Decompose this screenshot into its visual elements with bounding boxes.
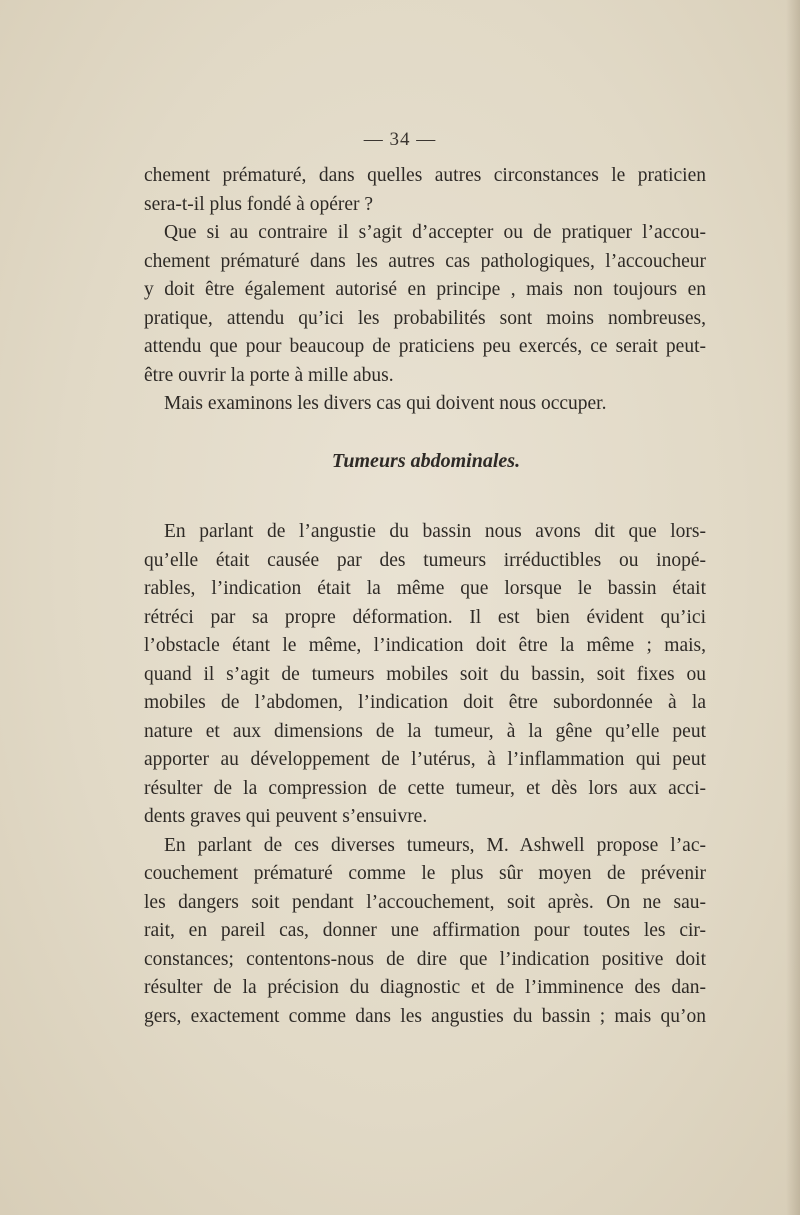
text-line: y doit être également autorisé en principe , mais non toujours en [144,279,706,300]
text-line: Mais examinons les divers cas qui doivent nous occuper. [164,393,607,414]
text-line: sera-t-il plus fondé à opérer ? [144,193,374,215]
text-line: En parlant de ces diverses tumeurs, M. Ashwell propose l’ac- [164,834,706,856]
page-number: — 34 — [363,129,437,150]
text-line: pratique, attendu qu’ici les probabilités sont moins nombreuses, [144,307,706,329]
text-block-top [144,162,706,419]
text-line: quand il s’agit de tumeurs mobiles soit du bassin, soit fixes ou [144,663,706,685]
text-line: résulter de la compression de cette tumeur, et dès lors aux acci- [144,777,706,799]
text-line: chement prématuré dans les autres cas pathologiques, l’accoucheur [144,250,706,272]
text-line: les dangers soit pendant l’accouchement, soit après. On ne sau- [144,891,706,913]
text-line: couchement prématuré comme le plus sûr moyen de prévenir [144,863,706,884]
text-line: apporter au développement de l’utérus, à l’inflammation qui peut [144,749,706,770]
text-line: mobiles de l’abdomen, l’indication doit être subordonnée à la [144,692,706,713]
text-line: rétréci par sa propre déformation. Il est bien évident qu’ici [144,606,706,628]
text-line: rait, en pareil cas, donner une affirmation pour toutes les cir- [144,920,706,941]
text-line: l’obstacle étant le même, l’indication doit être la même ; mais, [144,635,706,656]
text-line: gers, exactement comme dans les angusties du bassin ; mais qu’on [144,1005,706,1027]
text-line: nature et aux dimensions de la tumeur, à la gêne qu’elle peut [144,720,706,742]
text-line: attendu que pour beaucoup de praticiens peu exercés, ce serait peut- [144,336,706,357]
page-edge-shadow [786,0,800,1215]
text-line: rables, l’indication était la même que lorsque le bassin était [144,578,706,599]
text-line: résulter de la précision du diagnostic et de l’imminence des dan- [144,977,706,998]
text-line: chement prématuré, dans quelles autres circonstances le praticien [144,165,706,186]
text-line: Que si au contraire il s’agit d’accepter ou de pratiquer l’accou- [164,222,706,243]
text-line: dents graves qui peuvent s’ensuivre. [144,806,428,827]
section-heading: Tumeurs abdominales. [331,450,521,472]
text-line: En parlant de l’angustie du bassin nous avons dit que lors- [164,521,706,542]
text-block-bottom [144,518,706,1031]
text-line: être ouvrir la porte à mille abus. [144,364,394,386]
text-line: qu’elle était causée par des tumeurs irréductibles ou inopé- [144,549,706,571]
text-line: constances; contentons-nous de dire que l’indication positive doit [144,948,706,970]
